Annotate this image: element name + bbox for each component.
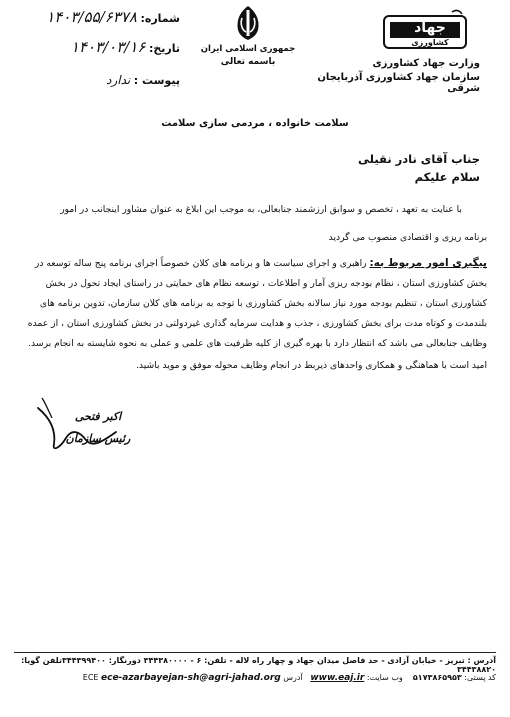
date-value: ۱۴۰۳/۰۳/۱۶ [70, 38, 146, 56]
body-line-5: وظایف جنابعالی می باشد که انتظار دارد با بهره گیری از کلیه ظرفیت های علمی و عملی به نحوه شایسته به انجام برسد. [28, 338, 487, 349]
number-value: ۱۴۰۳/۵۵/۶۳۷۸ [46, 8, 137, 26]
basmala: باسمه تعالی [220, 57, 276, 67]
website-label: وب سایت: [366, 673, 403, 682]
body-line-2: بخش کشاورزی استان ، نظام بودجه ریزی آمار و اطلاعات ، توسعه نظام های حمایتی در راستای ایجاد تحول در بخش [45, 278, 487, 289]
logo-word: جهاد [414, 20, 446, 36]
date-label: تاریخ: [148, 42, 180, 55]
recipient: جناب آقای نادر نقیلی [358, 152, 480, 166]
body-text: راهبری و اجرای سیاست ها و برنامه های کلان خصوصاً اجرای برنامه پنج ساله توسعه در [34, 258, 367, 269]
letter-number-row [30, 8, 180, 26]
email-link[interactable]: ece-azarbayejan-sh@agri-jahad.org [101, 673, 281, 683]
attachment-row [30, 73, 180, 87]
number-label: شماره: [140, 12, 180, 25]
letter-date-row [30, 38, 180, 56]
intro-line-2: برنامه ریزی و اقتصادی منصوب می گردید [328, 232, 487, 243]
intro-line-1: با عنایت به تعهد ، تخصص و سوابق ارزشمند جنابعالی، به موجب این ابلاغ به عنوان مشاور اینجانب در امور [60, 204, 462, 215]
footer-address: آدرس : تبریز - خیابان آزادی - حد فاصل میدان جهاد و چهار راه لاله - تلفن: ۶ - ۳۴۴۳۸۰۰۰۰ دورنگار: ۳۴۴۳۹۹۴۰۰تلفن گویا: ۳۴۴۳۸۸۲۰ [21, 656, 496, 674]
republic-title: جمهوری اسلامی ایران [200, 44, 296, 54]
email-label: آدرس ECE [82, 673, 303, 682]
handwritten-signature [30, 388, 150, 460]
greeting: سلام علیکم [414, 170, 480, 184]
iran-emblem-icon [228, 4, 268, 42]
postal-value: ۵۱۷۳۸۶۵۹۵۳ [412, 673, 462, 682]
footer-contacts [14, 673, 496, 683]
website-link[interactable]: www.eaj.ir [310, 673, 365, 683]
organization-name: سازمان جهاد کشاورزی آذربایجان شرقی [317, 72, 480, 94]
footer-divider [14, 652, 496, 653]
postal-label: کد پستی: [464, 673, 496, 682]
attachment-label: پیوست : [133, 74, 180, 87]
body-line-6: امید است با هماهنگی و همکاری واحدهای ذیربط در انجام وظایف محوله موفق و موید باشید. [136, 360, 487, 371]
ministry-name: وزارت جهاد کشاورزی [372, 58, 480, 69]
body-line-1 [22, 254, 487, 274]
body-line-3: کشاورزی استان ، تنظیم بودجه مورد نیاز سالانه بخش کشاورزی با توجه به برنامه های کلان سازمان، تدوین برنامه های [39, 298, 487, 309]
body-line-4: بلندمدت و کوتاه مدت برای بخش کشاورزی ، جذب و هدایت سرمایه گذاری غیردولتی در بخش کشاورزی استان ، از عمده [27, 318, 487, 329]
body-heading: پیگیری امور مربوط به: [369, 257, 487, 269]
logo-subword: کشاورزی [411, 38, 449, 47]
attachment-value: ندارد [106, 73, 131, 87]
signatory-name: اکبر فتحی [74, 410, 122, 423]
slogan: سلامت خانواده ، مردمی سازی سلامت [161, 118, 349, 129]
signatory-title: رئیس سازمان [65, 432, 131, 445]
